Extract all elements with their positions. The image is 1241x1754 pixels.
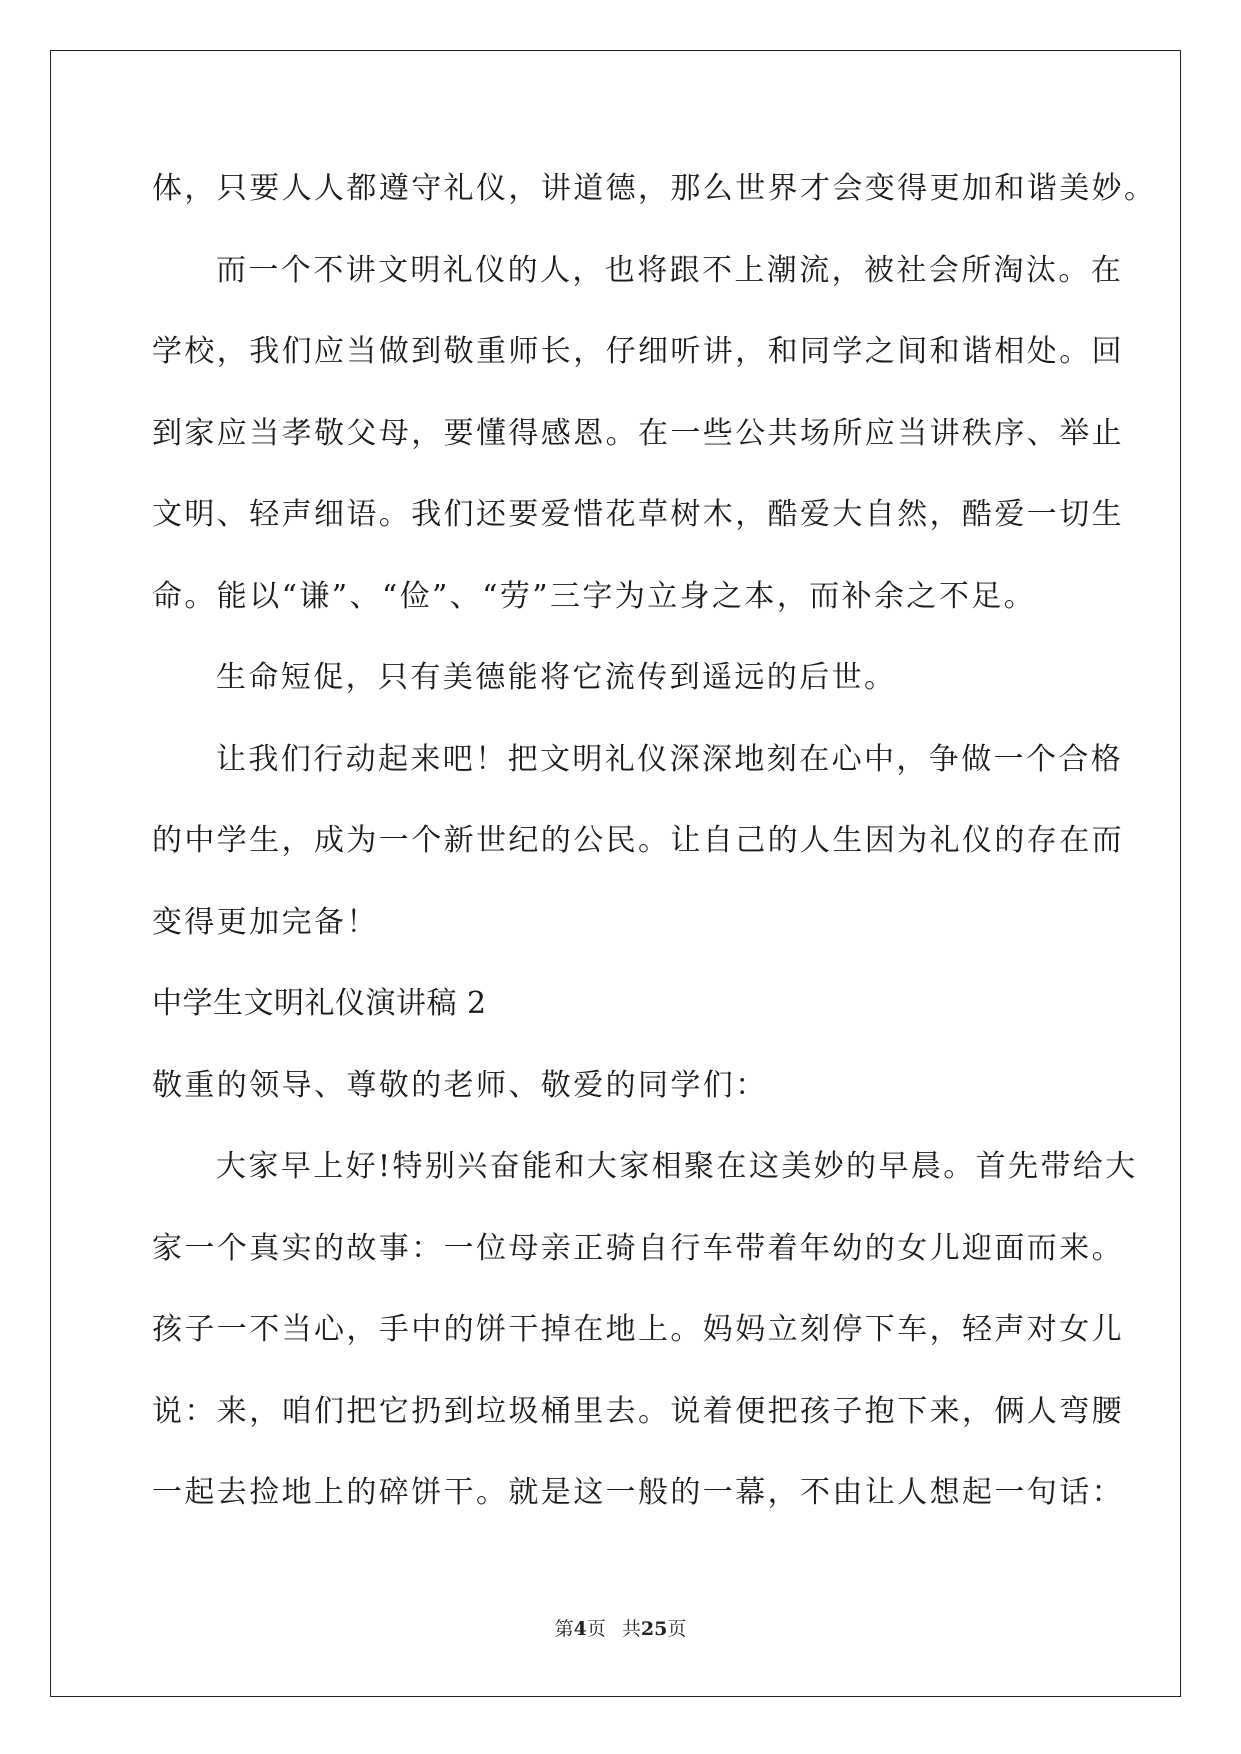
- text-line: 命。能以“谦”、“俭”、“劳”三字为立身之本，而补余之不足。: [152, 578, 1037, 614]
- text-line: 一起去捡地上的碎饼干。就是这一般的一幕，不由让人想起一句话：: [152, 1475, 1124, 1510]
- text-line: 让我们行动起来吧！把文明礼仪深深地刻在心中，争做一个合格: [216, 741, 1124, 777]
- salutation-line: 敬重的领导、尊敬的老师、敬爱的同学们：: [152, 1067, 768, 1103]
- text-line: 大家早上好!特别兴奋能和大家相聚在这美妙的早晨。首先带给大: [216, 1149, 1138, 1184]
- total-prefix: 共: [621, 1618, 641, 1640]
- text-line: 孩子一不当心，手中的饼干掉在地上。妈妈立刻停下车，轻声对女儿: [152, 1312, 1124, 1347]
- page-prefix: 第: [554, 1618, 574, 1640]
- total-suffix: 页: [667, 1618, 687, 1640]
- current-page-number: 4: [573, 1618, 587, 1640]
- text-line: 说：来，咱们把它扔到垃圾桶里去。说着便把孩子抱下来，俩人弯腰: [152, 1393, 1124, 1429]
- text-line: 变得更加完备！: [152, 904, 379, 940]
- text-line: 体，只要人人都遵守礼仪，讲道德，那么世界才会变得更加和谐美妙。: [152, 171, 1157, 206]
- text-line: 文明、轻声细语。我们还要爱惜花草树木，酷爱大自然，酷爱一切生: [152, 497, 1124, 532]
- text-line: 生命短促，只有美德能将它流传到遥远的后世。: [216, 660, 897, 695]
- page-suffix: 页: [586, 1618, 606, 1640]
- text-line: 学校，我们应当做到敬重师长，仔细听讲，和同学之间和谐相处。回: [152, 334, 1124, 369]
- page-number-footer: [0, 1617, 1241, 1641]
- text-line: 而一个不讲文明礼仪的人，也将跟不上潮流，被社会所淘汰。在: [216, 252, 1124, 288]
- document-body: [152, 148, 1157, 1534]
- total-page-number: 25: [640, 1618, 668, 1640]
- text-line: 的中学生，成为一个新世纪的公民。让自己的人生因为礼仪的存在而: [152, 823, 1124, 858]
- section-title: 中学生文明礼仪演讲稿 2: [152, 986, 487, 1021]
- text-line: 家一个真实的故事：一位母亲正骑自行车带着年幼的女儿迎面而来。: [152, 1230, 1124, 1266]
- text-line: 到家应当孝敬父母，要懂得感恩。在一些公共场所应当讲秩序、举止: [152, 415, 1124, 451]
